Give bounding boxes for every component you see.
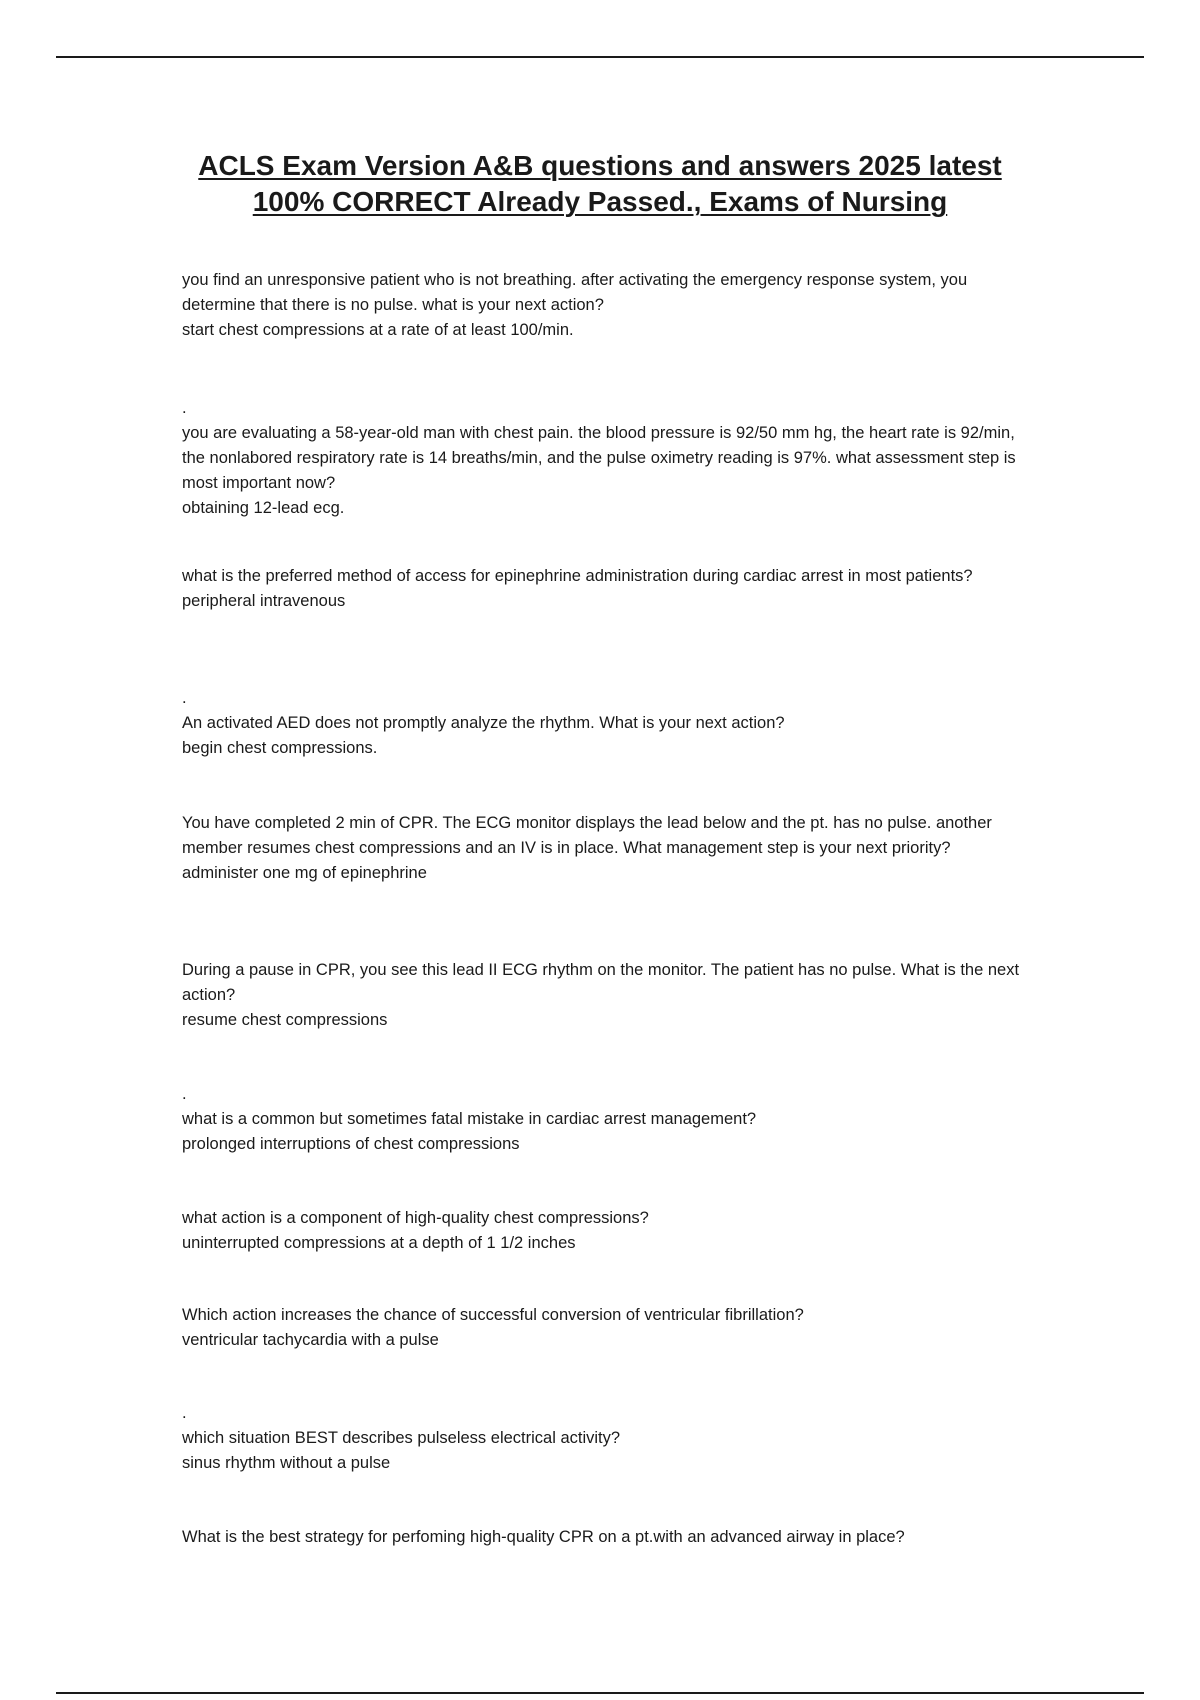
qa-item-4 [182,686,1042,761]
qa-item-3 [182,564,1042,614]
answer-text: peripheral intravenous [182,592,346,610]
item-marker: . [182,689,187,707]
question-text: which situation BEST describes pulseless electrical activity? [182,1429,621,1447]
qa-item-2 [182,396,1042,521]
qa-item-11 [182,1525,1042,1550]
answer-text: begin chest compressions. [182,739,378,757]
question-text: During a pause in CPR, you see this lead II ECG rhythm on the monitor. The patient has no pulse. What is the next action? [182,961,1020,1004]
question-text: you find an unresponsive patient who is not breathing. after activating the emergency response system, you determine that there is no pulse. what is your next action? [182,271,968,314]
qa-item-9 [182,1303,1042,1353]
question-text: you are evaluating a 58-year-old man with chest pain. the blood pressure is 92/50 mm hg, the heart rate is 92/min, the nonlabored respiratory rate is 14 breaths/min, and the pulse oximetry reading is 97%. what assessment step is most important now? [182,424,1016,492]
qa-item-6 [182,958,1042,1033]
item-marker: . [182,1085,187,1103]
answer-text: ventricular tachycardia with a pulse [182,1331,439,1349]
question-text: An activated AED does not promptly analyze the rhythm. What is your next action? [182,714,785,732]
footer-rule [56,1692,1144,1694]
answer-text: uninterrupted compressions at a depth of 1 1/2 inches [182,1234,576,1252]
answer-text: administer one mg of epinephrine [182,864,427,882]
answer-text: resume chest compressions [182,1011,388,1029]
item-marker: . [182,399,187,417]
item-marker: . [182,1404,187,1422]
question-text: What is the best strategy for perfoming high-quality CPR on a pt.with an advanced airway in place? [182,1528,905,1546]
answer-text: sinus rhythm without a pulse [182,1454,391,1472]
qa-item-1 [182,268,1042,343]
title-line-2: 100% CORRECT Already Passed., Exams of Nursing [252,186,948,217]
answer-text: prolonged interruptions of chest compressions [182,1135,520,1153]
answer-text: start chest compressions at a rate of at least 100/min. [182,321,574,339]
qa-item-10 [182,1401,1042,1476]
qa-item-8 [182,1206,1042,1256]
question-text: what is a common but sometimes fatal mistake in cardiac arrest management? [182,1110,757,1128]
question-text: Which action increases the chance of successful conversion of ventricular fibrillation? [182,1306,804,1324]
header-rule [56,56,1144,58]
question-text: what is the preferred method of access for epinephrine administration during cardiac arrest in most patients? [182,567,973,585]
title-line-1: ACLS Exam Version A&B questions and answers 2025 latest [198,150,1002,181]
question-text: what action is a component of high-quality chest compressions? [182,1209,649,1227]
qa-item-7 [182,1082,1042,1157]
document-title [130,148,1070,220]
qa-item-5 [182,811,1042,886]
answer-text: obtaining 12-lead ecg. [182,499,345,517]
question-text: You have completed 2 min of CPR. The ECG monitor displays the lead below and the pt. has no pulse. another member resumes chest compressions and an IV is in place. What management step is your next priority? [182,814,992,857]
